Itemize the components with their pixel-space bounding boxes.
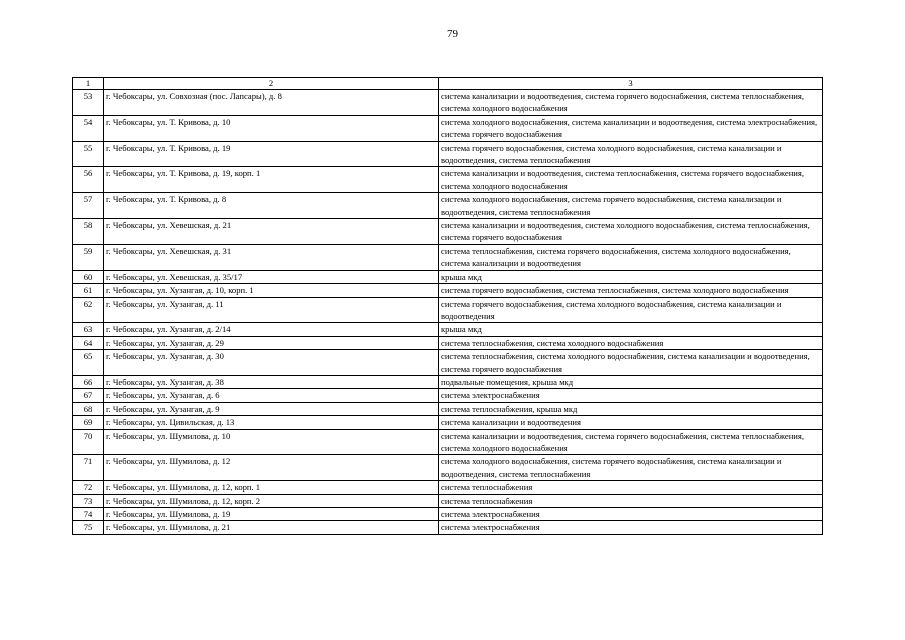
row-number-cell: 68	[73, 402, 104, 415]
systems-cell: система горячего водоснабжения, система холодного водоснабжения, система канализации и водоотведения, система теплоснабжения	[439, 141, 823, 167]
systems-cell: система канализации и водоотведения, система горячего водоснабжения, система теплоснабжения, система холодного водоснабжения	[439, 90, 823, 116]
table-row	[73, 90, 823, 116]
row-number-cell: 57	[73, 193, 104, 219]
table-row	[73, 375, 823, 388]
systems-cell: система канализации и водоотведения, система холодного водоснабжения, система теплоснабжения, система горячего водоснабжения	[439, 219, 823, 245]
systems-cell: система теплоснабжения, крыша мкд	[439, 402, 823, 415]
row-number-cell: 71	[73, 455, 104, 481]
row-number-cell: 60	[73, 270, 104, 283]
systems-cell: система канализации и водоотведения, система теплоснабжения, система горячего водоснабжения, система холодного водоснабжения	[439, 167, 823, 193]
table-row	[73, 481, 823, 494]
address-cell: г. Чебоксары, ул. Шумилова, д. 12	[104, 455, 439, 481]
address-cell: г. Чебоксары, ул. Хузангая, д. 6	[104, 389, 439, 402]
row-number-cell: 58	[73, 219, 104, 245]
address-cell: г. Чебоксары, ул. Шумилова, д. 19	[104, 508, 439, 521]
row-number-cell: 69	[73, 416, 104, 429]
row-number-cell: 67	[73, 389, 104, 402]
address-cell: г. Чебоксары, ул. Хузангая, д. 10, корп. 1	[104, 284, 439, 297]
table-row	[73, 219, 823, 245]
table-row	[73, 193, 823, 219]
table-row	[73, 336, 823, 349]
systems-cell: система горячего водоснабжения, система теплоснабжения, система холодного водоснабжения	[439, 284, 823, 297]
address-cell: г. Чебоксары, ул. Хузангая, д. 11	[104, 297, 439, 323]
address-cell: г. Чебоксары, ул. Совхозная (пос. Лапсары), д. 8	[104, 90, 439, 116]
table-header-row	[73, 78, 823, 90]
systems-cell: крыша мкд	[439, 270, 823, 283]
row-number-cell: 56	[73, 167, 104, 193]
systems-cell: система электроснабжения	[439, 521, 823, 534]
row-number-cell: 75	[73, 521, 104, 534]
table-row	[73, 508, 823, 521]
systems-cell: система электроснабжения	[439, 508, 823, 521]
table-row	[73, 244, 823, 270]
row-number-cell: 59	[73, 244, 104, 270]
address-cell: г. Чебоксары, ул. Шумилова, д. 12, корп. 1	[104, 481, 439, 494]
systems-cell: подвальные помещения, крыша мкд	[439, 375, 823, 388]
row-number-cell: 72	[73, 481, 104, 494]
table-row	[73, 167, 823, 193]
table-row	[73, 416, 823, 429]
table-row	[73, 521, 823, 534]
table-row	[73, 270, 823, 283]
address-cell: г. Чебоксары, ул. Цивильская, д. 13	[104, 416, 439, 429]
row-number-cell: 61	[73, 284, 104, 297]
row-number-cell: 54	[73, 115, 104, 141]
systems-cell: система теплоснабжения	[439, 481, 823, 494]
systems-cell: система холодного водоснабжения, система горячего водоснабжения, система канализации и водоотведения, система теплоснабжения	[439, 455, 823, 481]
column-header-number: 1	[73, 78, 104, 90]
systems-cell: система теплоснабжения, система горячего водоснабжения, система холодного водоснабжения, система канализации и водоотведения	[439, 244, 823, 270]
table-row	[73, 297, 823, 323]
address-cell: г. Чебоксары, ул. Т. Кривова, д. 10	[104, 115, 439, 141]
table-row	[73, 284, 823, 297]
table-row	[73, 323, 823, 336]
address-cell: г. Чебоксары, ул. Хузангая, д. 9	[104, 402, 439, 415]
address-cell: г. Чебоксары, ул. Т. Кривова, д. 19, корп. 1	[104, 167, 439, 193]
table-row	[73, 494, 823, 507]
row-number-cell: 73	[73, 494, 104, 507]
row-number-cell: 70	[73, 429, 104, 455]
table-row	[73, 141, 823, 167]
address-cell: г. Чебоксары, ул. Шумилова, д. 12, корп. 2	[104, 494, 439, 507]
systems-cell: система холодного водоснабжения, система канализации и водоотведения, система электроснабжения, система горячего водоснабжения	[439, 115, 823, 141]
row-number-cell: 63	[73, 323, 104, 336]
address-cell: г. Чебоксары, ул. Хевешская, д. 31	[104, 244, 439, 270]
table-row	[73, 402, 823, 415]
address-cell: г. Чебоксары, ул. Хевешская, д. 35/17	[104, 270, 439, 283]
row-number-cell: 65	[73, 350, 104, 376]
systems-cell: система горячего водоснабжения, система холодного водоснабжения, система канализации и водоотведения	[439, 297, 823, 323]
row-number-cell: 55	[73, 141, 104, 167]
systems-cell: система канализации и водоотведения, система горячего водоснабжения, система теплоснабжения, система холодного водоснабжения	[439, 429, 823, 455]
column-header-systems: 3	[439, 78, 823, 90]
row-number-cell: 53	[73, 90, 104, 116]
address-cell: г. Чебоксары, ул. Хевешская, д. 21	[104, 219, 439, 245]
row-number-cell: 66	[73, 375, 104, 388]
page-number: 79	[447, 28, 458, 40]
address-cell: г. Чебоксары, ул. Шумилова, д. 10	[104, 429, 439, 455]
address-cell: г. Чебоксары, ул. Хузангая, д. 30	[104, 350, 439, 376]
row-number-cell: 62	[73, 297, 104, 323]
address-cell: г. Чебоксары, ул. Хузангая, д. 2/14	[104, 323, 439, 336]
table-row	[73, 455, 823, 481]
address-cell: г. Чебоксары, ул. Хузангая, д. 38	[104, 375, 439, 388]
systems-cell: система электроснабжения	[439, 389, 823, 402]
systems-cell: система теплоснабжения, система холодного водоснабжения, система канализации и водоотведения, система горячего водоснабжения	[439, 350, 823, 376]
table-row	[73, 350, 823, 376]
table-row	[73, 389, 823, 402]
systems-cell: крыша мкд	[439, 323, 823, 336]
table-row	[73, 115, 823, 141]
systems-cell: система теплоснабжения	[439, 494, 823, 507]
address-cell: г. Чебоксары, ул. Хузангая, д. 29	[104, 336, 439, 349]
systems-cell: система теплоснабжения, система холодного водоснабжения	[439, 336, 823, 349]
registry-table	[72, 77, 823, 535]
address-cell: г. Чебоксары, ул. Шумилова, д. 21	[104, 521, 439, 534]
systems-cell: система холодного водоснабжения, система горячего водоснабжения, система канализации и водоотведения, система теплоснабжения	[439, 193, 823, 219]
address-cell: г. Чебоксары, ул. Т. Кривова, д. 8	[104, 193, 439, 219]
table-body	[73, 90, 823, 535]
systems-cell: система канализации и водоотведения	[439, 416, 823, 429]
column-header-address: 2	[104, 78, 439, 90]
row-number-cell: 74	[73, 508, 104, 521]
table-row	[73, 429, 823, 455]
row-number-cell: 64	[73, 336, 104, 349]
address-cell: г. Чебоксары, ул. Т. Кривова, д. 19	[104, 141, 439, 167]
